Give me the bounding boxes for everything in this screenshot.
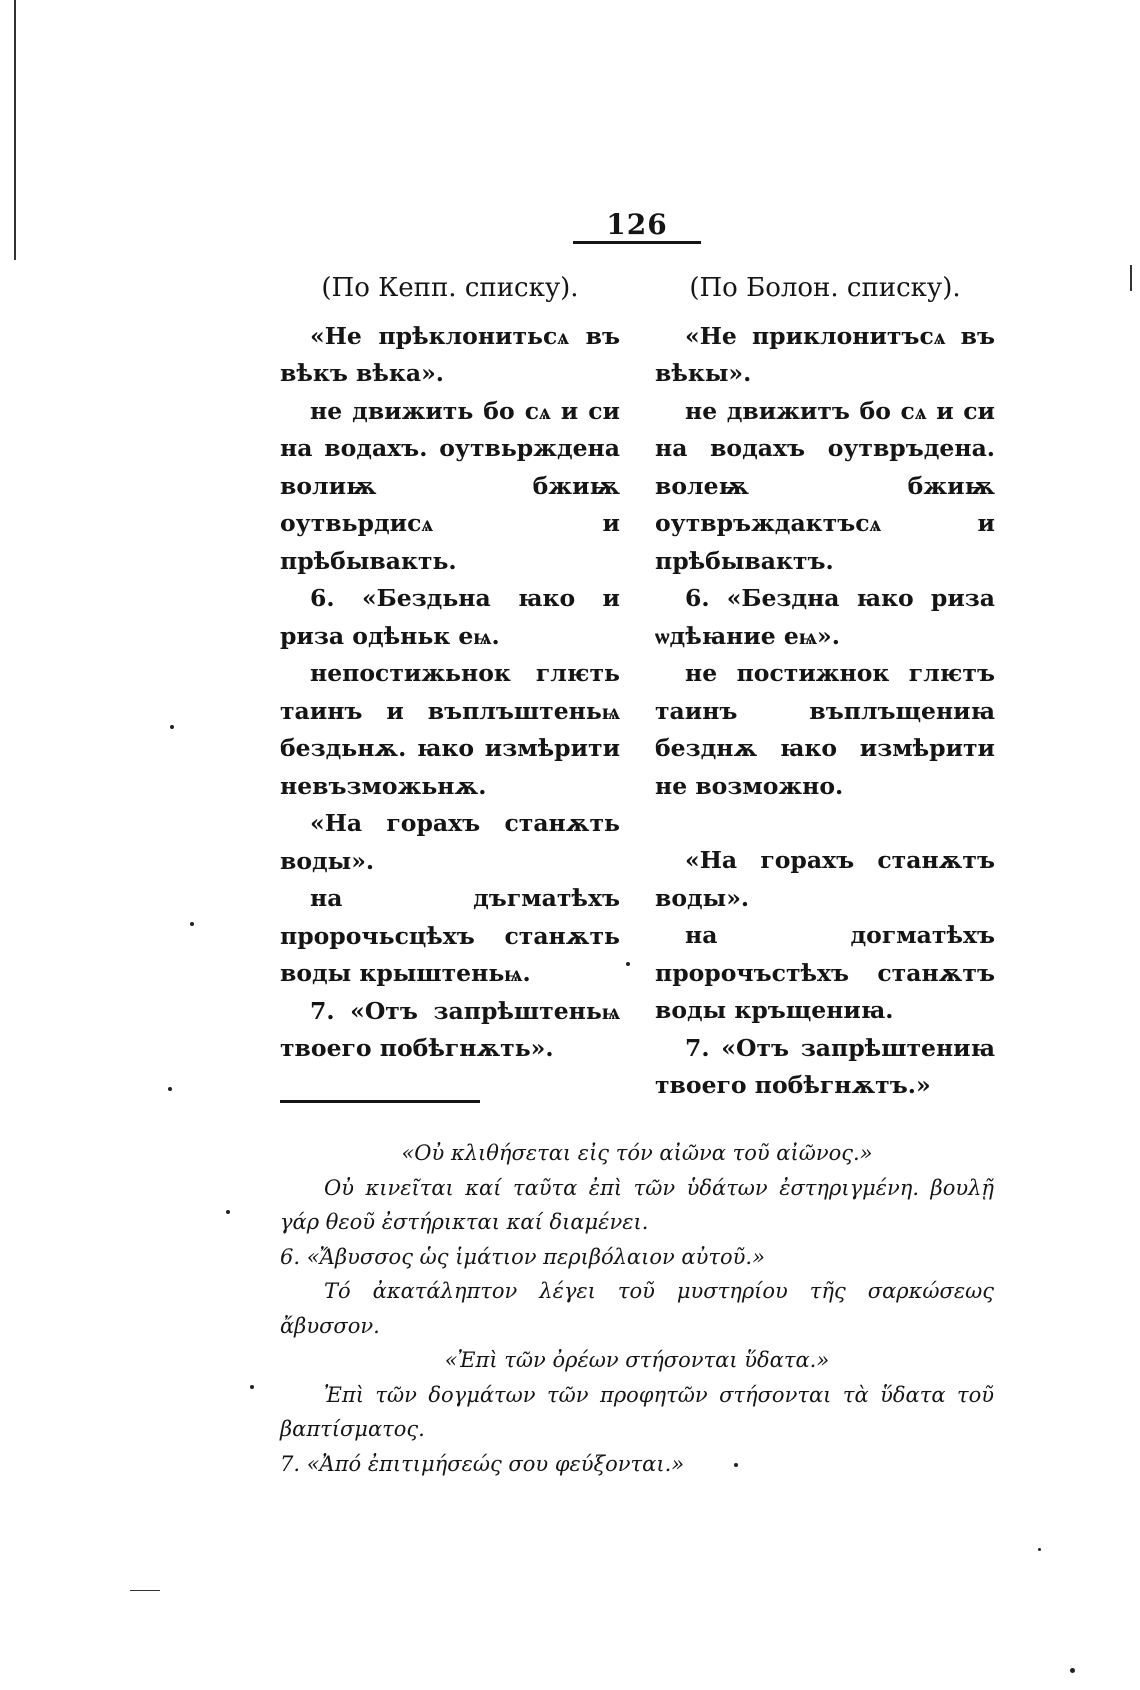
left-column-kepp [280, 270, 620, 1068]
greek-line: Οὐ κινεῖται καί ταῦτα ἐπὶ τῶν ὑδάτων ἐστηριγμένη. βουλῇ γάρ θεοῦ ἐστήρικται καί διαμένει. [280, 1175, 994, 1234]
greek-line: «Οὐ κλιθήσεται εἰς τόν αἰῶνα τοῦ αἰῶνος.» [401, 1141, 873, 1165]
greek-footnotes [280, 1136, 994, 1481]
greek-line: Ἐπὶ τῶν δογμάτων τῶν προφητῶν στήσονται τὰ ὕδατα τοῦ βαπτίσματος. [280, 1382, 994, 1441]
scan-speck [1070, 1668, 1075, 1673]
left-paragraph: непостижьнок глѥть таинъ и въплъштеньѩ бездьнѫ. ꙗко измѣрити невъзможьнѫ. [280, 659, 620, 800]
left-paragraph: «Не прѣклонитьсѧ въ вѣкъ вѣка». [280, 321, 620, 387]
scan-speck [226, 1210, 230, 1214]
right-paragraph: 7. «Отъ запрѣштениꙗ твоего побѣгнѫтъ.» [655, 1033, 995, 1099]
scan-edge-mark [1130, 265, 1132, 291]
page-number-rule [573, 241, 701, 244]
greek-line: «Ἐπὶ τῶν ὀρέων στήσονται ὕδατα.» [444, 1348, 830, 1372]
right-paragraph: «Не приклонитъсѧ въ вѣкы». [655, 321, 995, 387]
scan-edge-mark [130, 1590, 160, 1591]
scan-speck [734, 1463, 738, 1467]
left-paragraph: 7. «Отъ запрѣштеньѩ твоего побѣгнѫть». [280, 996, 620, 1062]
greek-line: 6. «Ἄβυσσος ὡς ἱμάτιον περιβόλαιον αὐτοῦ.» [280, 1244, 765, 1269]
scan-speck [190, 922, 194, 926]
left-paragraph: не движить бо сѧ и си на водахъ. оутвьрждена волиѭ бжиѭ оутвьрдисѧ и прѣбывакть. [280, 396, 620, 575]
left-column-heading: (По Кепп. списку). [321, 273, 579, 303]
greek-line: Τό ἀκατάληπτον λέγει τοῦ μυστηρίου τῆς σαρκώσεως ἄβυσσον. [280, 1279, 994, 1338]
right-column-bolon [655, 270, 995, 1105]
left-paragraph: 6. «Бездьна ꙗко и риза одѣньк еѩ. [280, 584, 620, 650]
right-paragraph: на догматѣхъ пророчъстѣхъ станѫтъ воды кръщениꙗ. [655, 921, 995, 1024]
right-paragraph: не постижнок глѥтъ таинъ въплъщениꙗ безднѫ ꙗко измѣрити не возможно. [655, 659, 995, 800]
scan-speck [250, 1385, 254, 1389]
right-paragraph: не движитъ бо сѧ и си на водахъ оутвръдена. волеѭ бжиѭ оутвръждактъсѧ и прѣбывактъ. [655, 396, 995, 575]
footnote-rule [280, 1100, 480, 1103]
scan-speck [1038, 1548, 1041, 1551]
scan-speck [168, 1087, 172, 1091]
right-paragraph: 6. «Бездна ꙗко риза ѡдѣꙗние еѩ». [655, 584, 995, 650]
scan-edge-mark [14, 0, 16, 260]
scan-speck [626, 962, 630, 966]
left-paragraph: на дъгматѣхъ пророчьсцѣхъ станѫть воды крыштеньѩ. [280, 884, 620, 987]
page-number: 126 [606, 208, 668, 241]
left-paragraph: «На горахъ станѫть воды». [280, 809, 620, 875]
greek-line: 7. «Ἀπό ἐπιτιμήσεώς σου φεύξονται.» [280, 1451, 685, 1476]
right-paragraph: «На горахъ станѫтъ воды». [655, 846, 995, 912]
right-column-heading: (По Болон. списку). [689, 273, 961, 303]
scan-speck [170, 725, 174, 729]
